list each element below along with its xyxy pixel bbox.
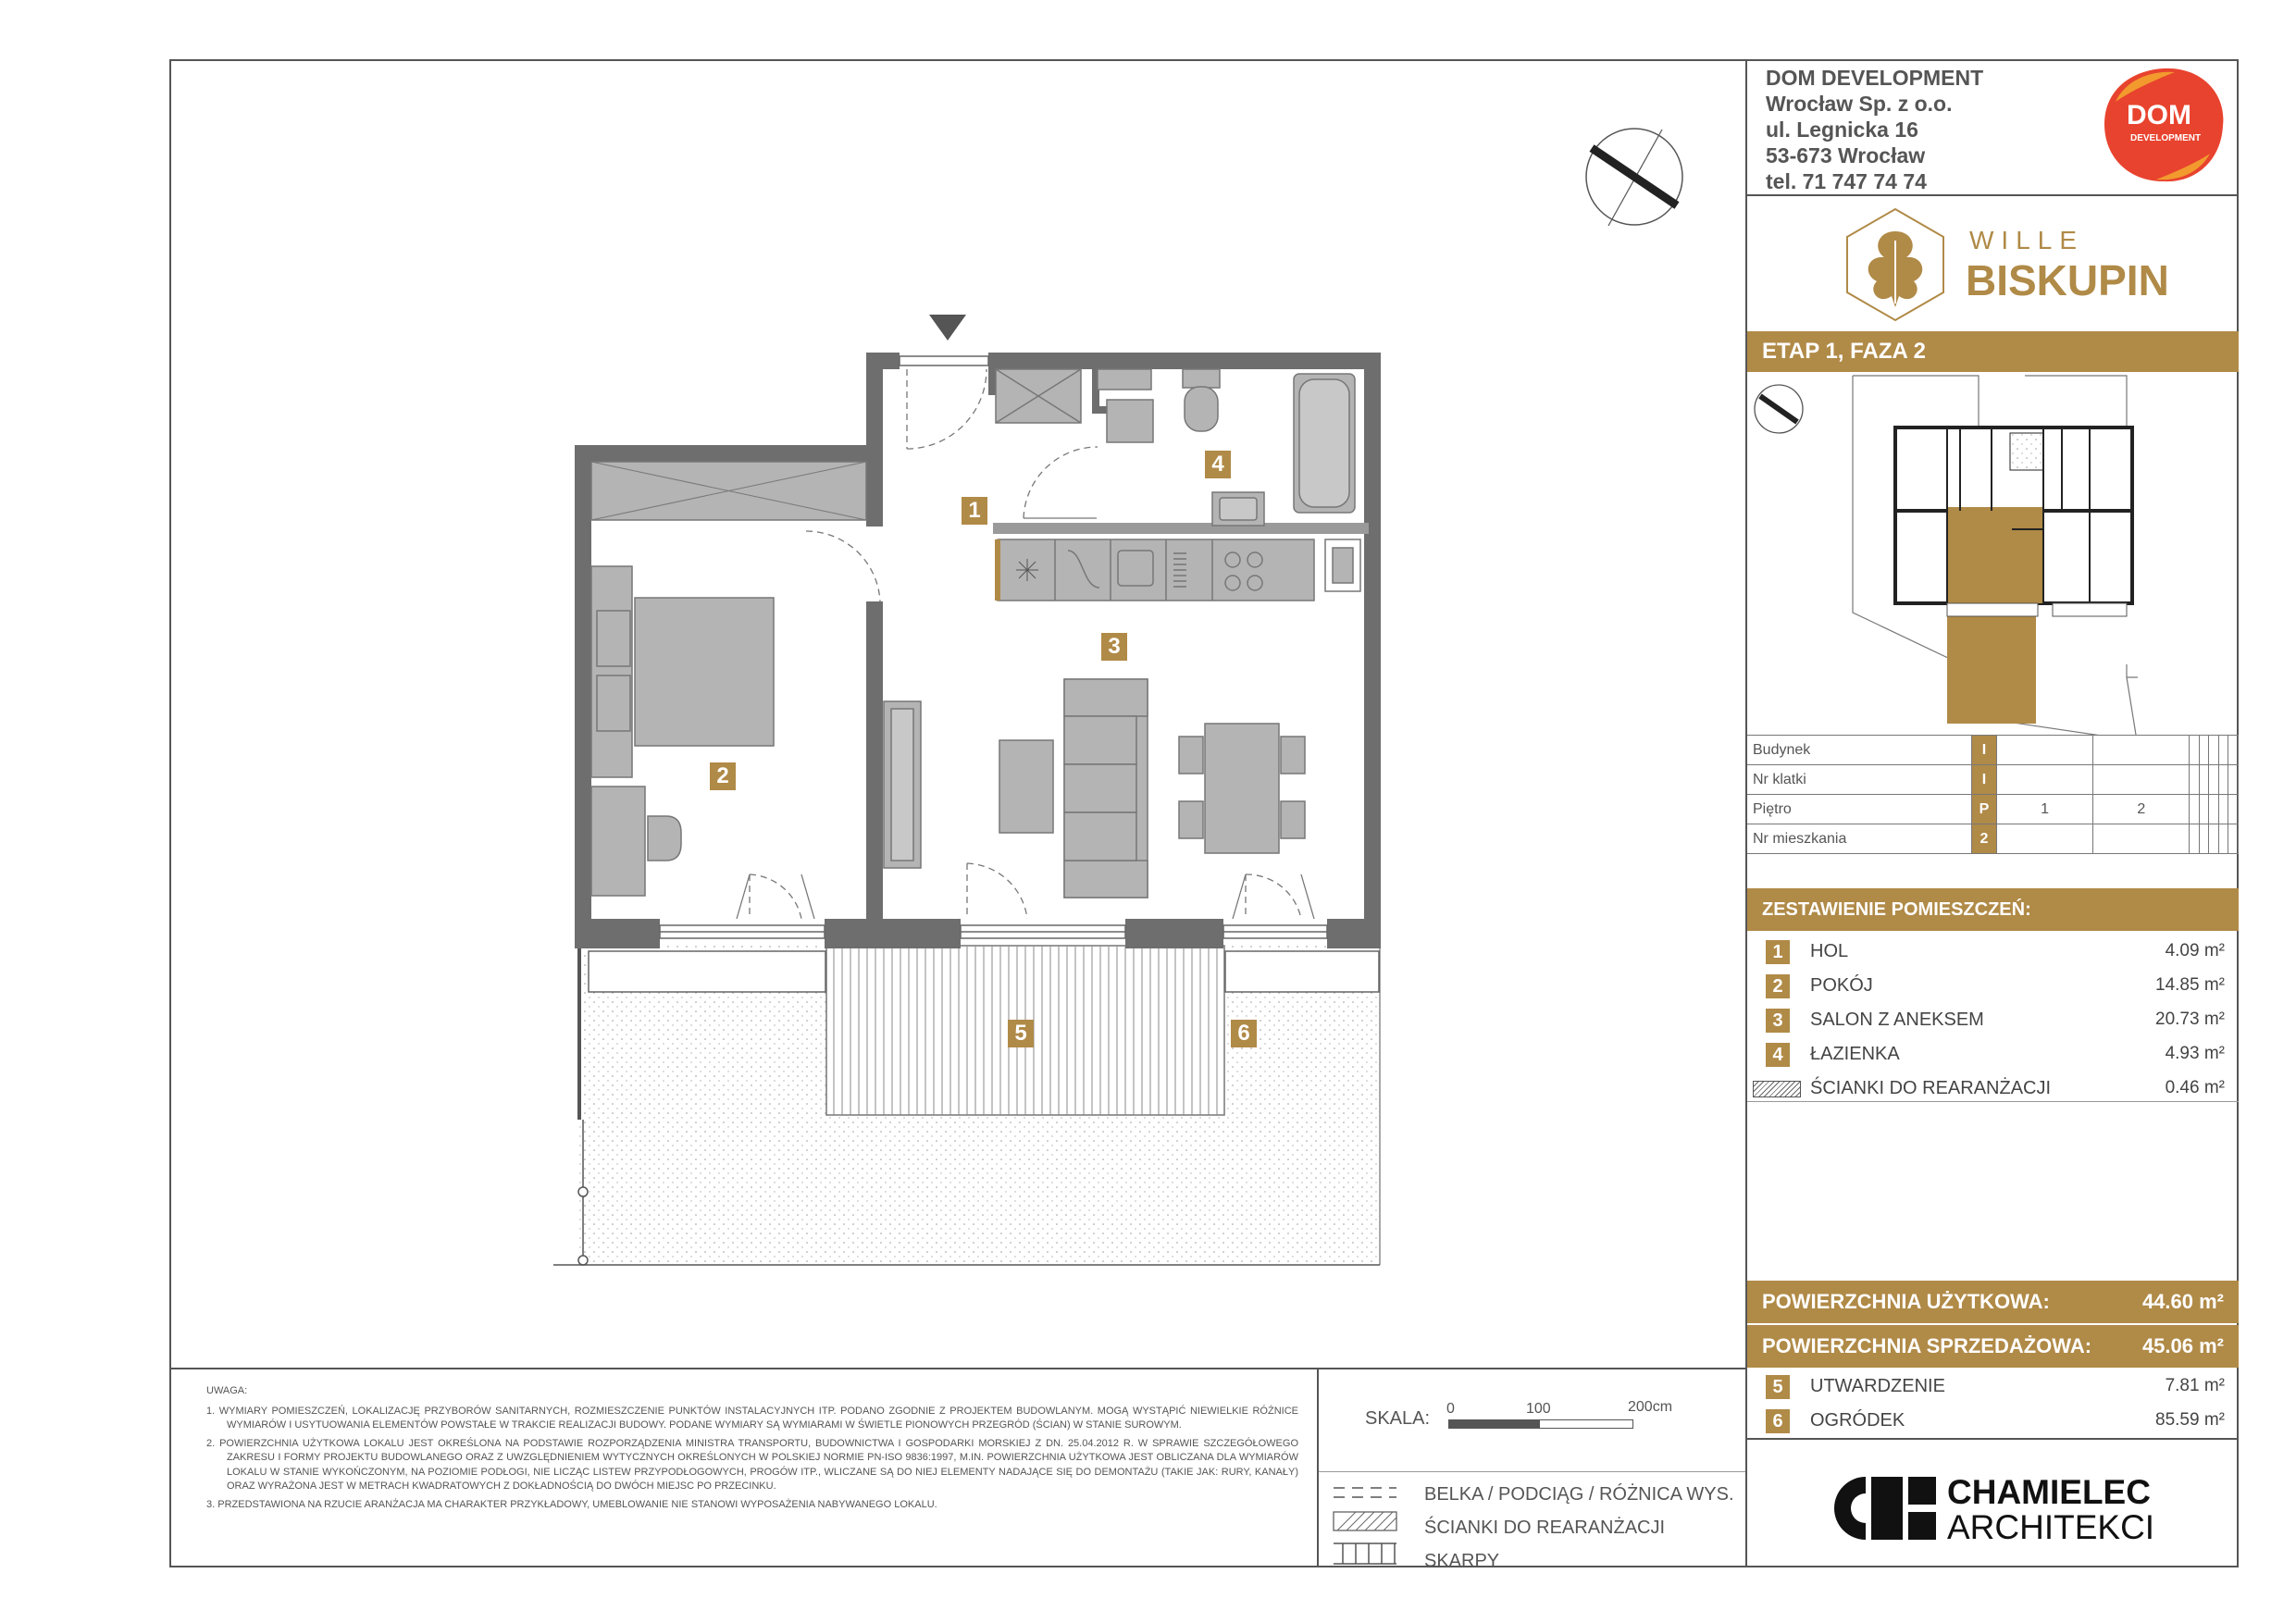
- room-number: 2: [1766, 974, 1790, 998]
- legend-walls: ŚCIANKI DO REARANŻACJI: [1424, 1518, 1666, 1538]
- usable-area-value: 44.60 m²: [2141, 1290, 2224, 1313]
- table-cell: 1: [1997, 795, 2093, 824]
- plan-label-3: 3: [1101, 633, 1127, 661]
- bottom-strip: [169, 1368, 1747, 1571]
- logo-sub: DEVELOPMENT: [2130, 133, 2202, 143]
- chamielec-logo: [1831, 1473, 2219, 1547]
- entrance-marker: [929, 315, 966, 341]
- sale-area-label: POWIERZCHNIA SPRZEDAŻOWA:: [1762, 1334, 2092, 1357]
- room-row: [1766, 936, 2228, 968]
- room-area: 4.09 m²: [2165, 941, 2225, 960]
- room-number: 4: [1766, 1043, 1790, 1067]
- scale-t0: 0: [1446, 1401, 1455, 1417]
- room-area: 4.93 m²: [2165, 1044, 2225, 1063]
- table-cell: I: [1972, 736, 1997, 765]
- project-line2: BISKUPIN: [1966, 256, 2169, 304]
- project-line1: WILLE: [1969, 226, 2085, 254]
- scale-bar: [1448, 1419, 1633, 1429]
- room-name: UTWARDZENIE: [1810, 1376, 1945, 1396]
- room-row: [1766, 1039, 2228, 1071]
- usable-area-bar: [1747, 1281, 2239, 1323]
- table-cell: P: [1972, 795, 1997, 824]
- room-number: 6: [1766, 1409, 1790, 1433]
- architect-line1: CHAMIELEC: [1947, 1473, 2151, 1511]
- dom-development-logo: [2099, 65, 2228, 185]
- legend-beam: BELKA / PODCIĄG / RÓŻNICA WYS.: [1424, 1484, 1734, 1505]
- apartment-info-table: [1747, 735, 2239, 854]
- scale-t1: 100: [1526, 1401, 1551, 1417]
- plan-label-1: 1: [962, 497, 987, 525]
- room-name: ŚCIANKI DO REARANŻACJI: [1810, 1078, 2052, 1098]
- table-row: [1747, 736, 2239, 765]
- site-key-plan: [1747, 372, 2239, 735]
- company-street: ul. Legnicka 16: [1766, 118, 1918, 142]
- note-item: 3. PRZEDSTAWIONA NA RZUCIE ARANŻACJA MA CHARAKTER PRZYKŁADOWY, UMEBLOWANIE NIE STANOWI WYPOSAŻENIA NABYWANEGO LOKALU.: [206, 1498, 937, 1510]
- company-name: DOM DEVELOPMENT: [1766, 66, 1984, 90]
- scale-t2: 200cm: [1628, 1399, 1673, 1415]
- table-row: [1747, 765, 2239, 795]
- room-row: [1766, 971, 2228, 1002]
- compass-icon: [1586, 129, 1682, 226]
- usable-area-label: POWIERZCHNIA UŻYTKOWA:: [1762, 1290, 2050, 1313]
- plan-label-4: 4: [1205, 451, 1231, 478]
- row-label: Budynek: [1747, 736, 1972, 765]
- company-city: 53-673 Wrocław: [1766, 143, 1926, 167]
- sale-area-bar: [1747, 1325, 2239, 1368]
- plan-label-5: 5: [1008, 1020, 1034, 1047]
- notes: [206, 1384, 1298, 1516]
- room-area: 0.46 m²: [2165, 1078, 2225, 1097]
- table-cell: 2: [2093, 795, 2190, 824]
- company-info: [1766, 65, 1983, 194]
- plan-label-2: 2: [710, 762, 736, 790]
- desk: [591, 787, 681, 896]
- outdoor-row: [1766, 1406, 2228, 1437]
- note-item: 2. POWIERZCHNIA UŻYTKOWA LOKALU JEST OKREŚLONA NA PODSTAWIE ROZPORZĄDZENIA MINISTRA TRANSPORTU, BUDOWNICTWA I GOSPODARKI MORSKIEJ Z DN. 25.04.2012 R. W SPRAWIE SZCZEGÓŁOWEGO ZAKRESU I FORMY PROJEKTU BUDOWLANEGO ORAZ Z UWZGLĘDNIENIEM WYTYCZNYCH OKREŚLONYCH W POLSKIEJ NORMIE PN-ISO 9836:1997, M.IN. POWIERZCHNIA UŻYTKOWA JEST OBLICZANA DLA WYMIARÓW LOKALU W STANIE WYKOŃCZONYM, NA POZIOMIE PODŁOGI, NIE LICZĄC LISTEW PRZYPODŁOGOWYCH, PROGÓW ITP., WLICZANE SĄ DO NIEJ ELEMENTY NADAJĄCE SIĘ DO DEMONTAŻU (TAKIE JAK: RURY, KANAŁY) ORAZ WYRAŻONA JEST W METRACH KWADRATOWYCH Z DOKŁADNOŚCIĄ DO DWÓCH MIEJSC PO PRZECINKU.: [206, 1437, 1298, 1492]
- row-label: Piętro: [1747, 795, 1972, 824]
- room-name: ŁAZIENKA: [1810, 1044, 1900, 1064]
- row-label: Nr klatki: [1747, 765, 1972, 795]
- architect-line2: ARCHITEKCI: [1947, 1508, 2155, 1546]
- walls-row: [1753, 1073, 2228, 1105]
- rooms-header: ZESTAWIENIE POMIESZCZEŃ:: [1747, 888, 2239, 931]
- plan-label-6: 6: [1231, 1020, 1257, 1047]
- sidebar: [1745, 59, 2239, 1567]
- sale-area-value: 45.06 m²: [2141, 1334, 2224, 1357]
- bathroom-fixtures: [996, 369, 1355, 526]
- room-area: 20.73 m²: [2155, 1010, 2225, 1029]
- room-area: 14.85 m²: [2155, 975, 2225, 995]
- room-name: POKÓJ: [1810, 975, 1873, 996]
- table-cell: 2: [1972, 824, 1997, 854]
- table-row: [1747, 795, 2239, 824]
- room-name: HOL: [1810, 941, 1849, 961]
- room-number: 1: [1766, 940, 1790, 964]
- legend-slopes: SKARPY: [1424, 1551, 1500, 1571]
- room-number: 5: [1766, 1375, 1790, 1399]
- room-name: OGRÓDEK: [1810, 1410, 1905, 1431]
- company-phone: tel. 71 747 74 74: [1766, 169, 1927, 193]
- oak-leaf-icon: [1831, 204, 1960, 324]
- notes-title: UWAGA:: [206, 1385, 248, 1396]
- table-row: [1747, 824, 2239, 854]
- wille-biskupin-logo: [1831, 204, 2169, 324]
- company-entity: Wrocław Sp. z o.o.: [1766, 92, 1953, 116]
- room-area: 85.59 m²: [2155, 1410, 2225, 1430]
- room-number: 3: [1766, 1009, 1790, 1033]
- table-cell: I: [1972, 765, 1997, 795]
- room-area: 7.81 m²: [2165, 1376, 2225, 1395]
- note-item: 1. WYMIARY POMIESZCZEŃ, LOKALIZACJĘ PRZYBORÓW SANITARNYCH, ROZMIESZCZENIE PUNKTÓW INSTALACYJNYCH ITP. PODANO ZGODNIE Z PROJEKTEM BUDOWLANYM. MOGĄ WYSTĄPIĆ NIEWIELKIE RÓŻNICE WYMIARÓW I USYTUOWANIA ELEMENTÓW POWSTAŁE W TRAKCIE REALIZACJI BUDOWY. PODANE WYMIARY SĄ WYMIARAMI W ŚWIETLE PIONOWYCH PRZEGRÓD (ŚCIAN) W STANIE SUROWYM.: [206, 1405, 1298, 1431]
- room-row: [1766, 1005, 2228, 1036]
- hatch-swatch: [1753, 1081, 1801, 1097]
- living-room-furniture: [884, 679, 1305, 898]
- row-label: Nr mieszkania: [1747, 824, 1972, 854]
- outdoor-row: [1766, 1371, 2228, 1403]
- logo-text: DOM: [2127, 100, 2191, 130]
- legend-symbols: [1332, 1484, 1406, 1567]
- scale-label: SKALA:: [1365, 1408, 1431, 1429]
- architect-mark-icon: [1831, 1473, 1942, 1543]
- room-name: SALON Z ANEKSEM: [1810, 1010, 1984, 1030]
- bed: [591, 566, 774, 777]
- stage-bar: ETAP 1, FAZA 2: [1747, 331, 2239, 372]
